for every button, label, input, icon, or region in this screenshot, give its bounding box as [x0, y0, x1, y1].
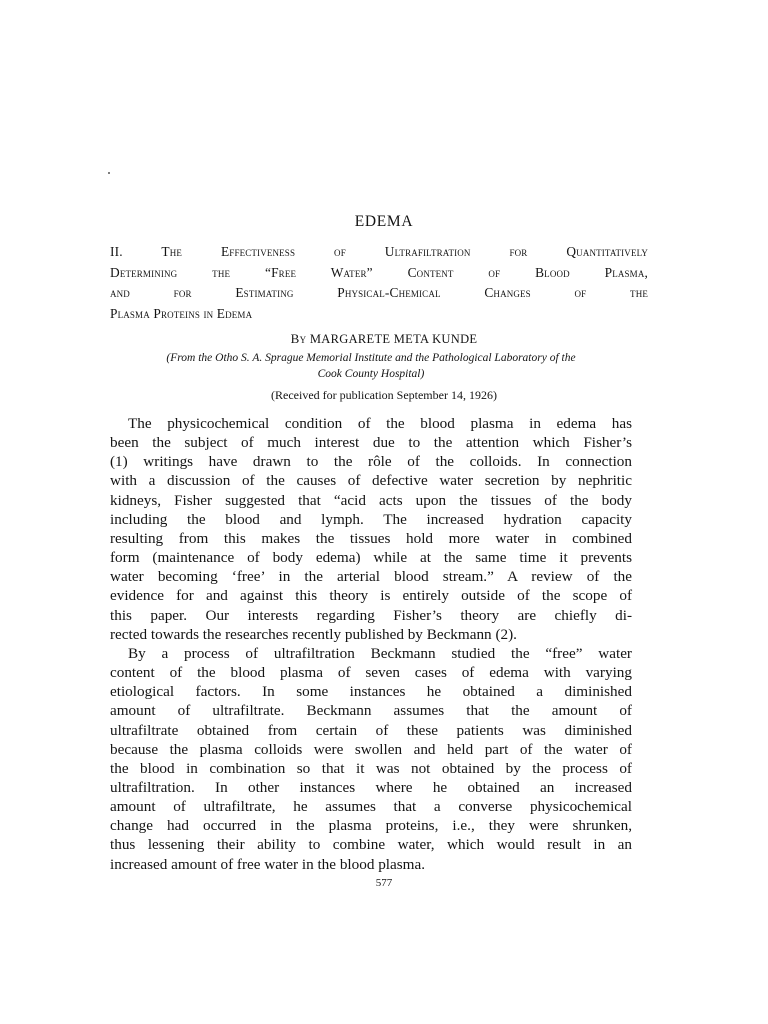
received-date: (Received for publication September 14, 1926) [271, 388, 497, 402]
text-line: increased amount of free water in the blood plasma. [110, 855, 426, 873]
text-line: The physicochemical condition of the blood plasma in edema has [128, 415, 632, 432]
text-line: content of the blood plasma of seven cases of edema with varying [110, 664, 632, 682]
text-line: etiological factors. In some instances he obtained a diminished [110, 683, 632, 701]
affiliation [110, 350, 632, 382]
text-line: change had occurred in the plasma proteins, i.e., they were shrunken, [110, 817, 632, 835]
text-line: with a discussion of the causes of defective water secretion by nephritic [110, 472, 632, 490]
paragraph-1 [110, 414, 632, 644]
text-line: amount of ultrafiltrate. Beckmann assumes that the amount of [110, 702, 632, 720]
article-subtitle [110, 242, 648, 324]
author-name: MARGARETE META KUNDE [309, 332, 478, 346]
affiliation-line: (From the Otho S. A. Sprague Memorial Institute and the Pathological Laboratory of the [166, 352, 576, 364]
text-line: (1) writings have drawn to the rôle of the colloids. In connection [110, 453, 632, 471]
subtitle-line: Plasma Proteins in Edema [110, 305, 253, 321]
body-text [110, 414, 632, 874]
page-number: 577 [375, 877, 393, 889]
scan-speck [108, 172, 110, 174]
paragraph-2 [110, 644, 632, 874]
text-line: ultrafiltrate obtained from certain of these patients was diminished [110, 721, 632, 739]
affiliation-line: Cook County Hospital) [317, 368, 425, 380]
text-line: been the subject of much interest due to the attention which Fisher’s [110, 434, 632, 452]
text-line: evidence for and against this theory is entirely outside of the scope of [110, 587, 632, 605]
subtitle-line: and for Estimating Physical-Chemical Changes of the [110, 285, 648, 300]
text-line: because the plasma colloids were swollen and held part of the water of [110, 740, 632, 758]
article-title: EDEMA [354, 213, 414, 230]
byline [0, 331, 768, 347]
text-line: the blood in combination so that it was not obtained by the process of [110, 759, 632, 777]
subtitle-line: II. The Effectiveness of Ultrafiltration for Quantitatively [110, 244, 648, 259]
subtitle-line: Determining the “Free Water” Content of Blood Plasma, [110, 264, 648, 280]
text-line: thus lessening their ability to combine water, which would result in an [110, 836, 632, 854]
text-line: rected towards the researches recently published by Beckmann (2). [110, 625, 517, 643]
text-line: ultrafiltration. In other instances where he obtained an increased [110, 778, 632, 796]
text-line: kidneys, Fisher suggested that “acid acts upon the tissues of the body [110, 491, 632, 509]
text-line: By a process of ultrafiltration Beckmann studied the “free” water [128, 644, 632, 662]
text-line: including the blood and lymph. The increased hydration capacity [110, 510, 632, 528]
text-line: water becoming ‘free’ in the arterial blood stream.” A review of the [110, 568, 632, 586]
text-line: resulting from this makes the tissues hold more water in combined [110, 529, 632, 547]
text-line: this paper. Our interests regarding Fisher’s theory are chiefly di- [110, 606, 632, 624]
byline-prefix: By [290, 331, 307, 346]
text-line: amount of ultrafiltrate, he assumes that a converse physicochemical [110, 798, 632, 816]
text-line: form (maintenance of body edema) while at the same time it prevents [110, 549, 632, 567]
